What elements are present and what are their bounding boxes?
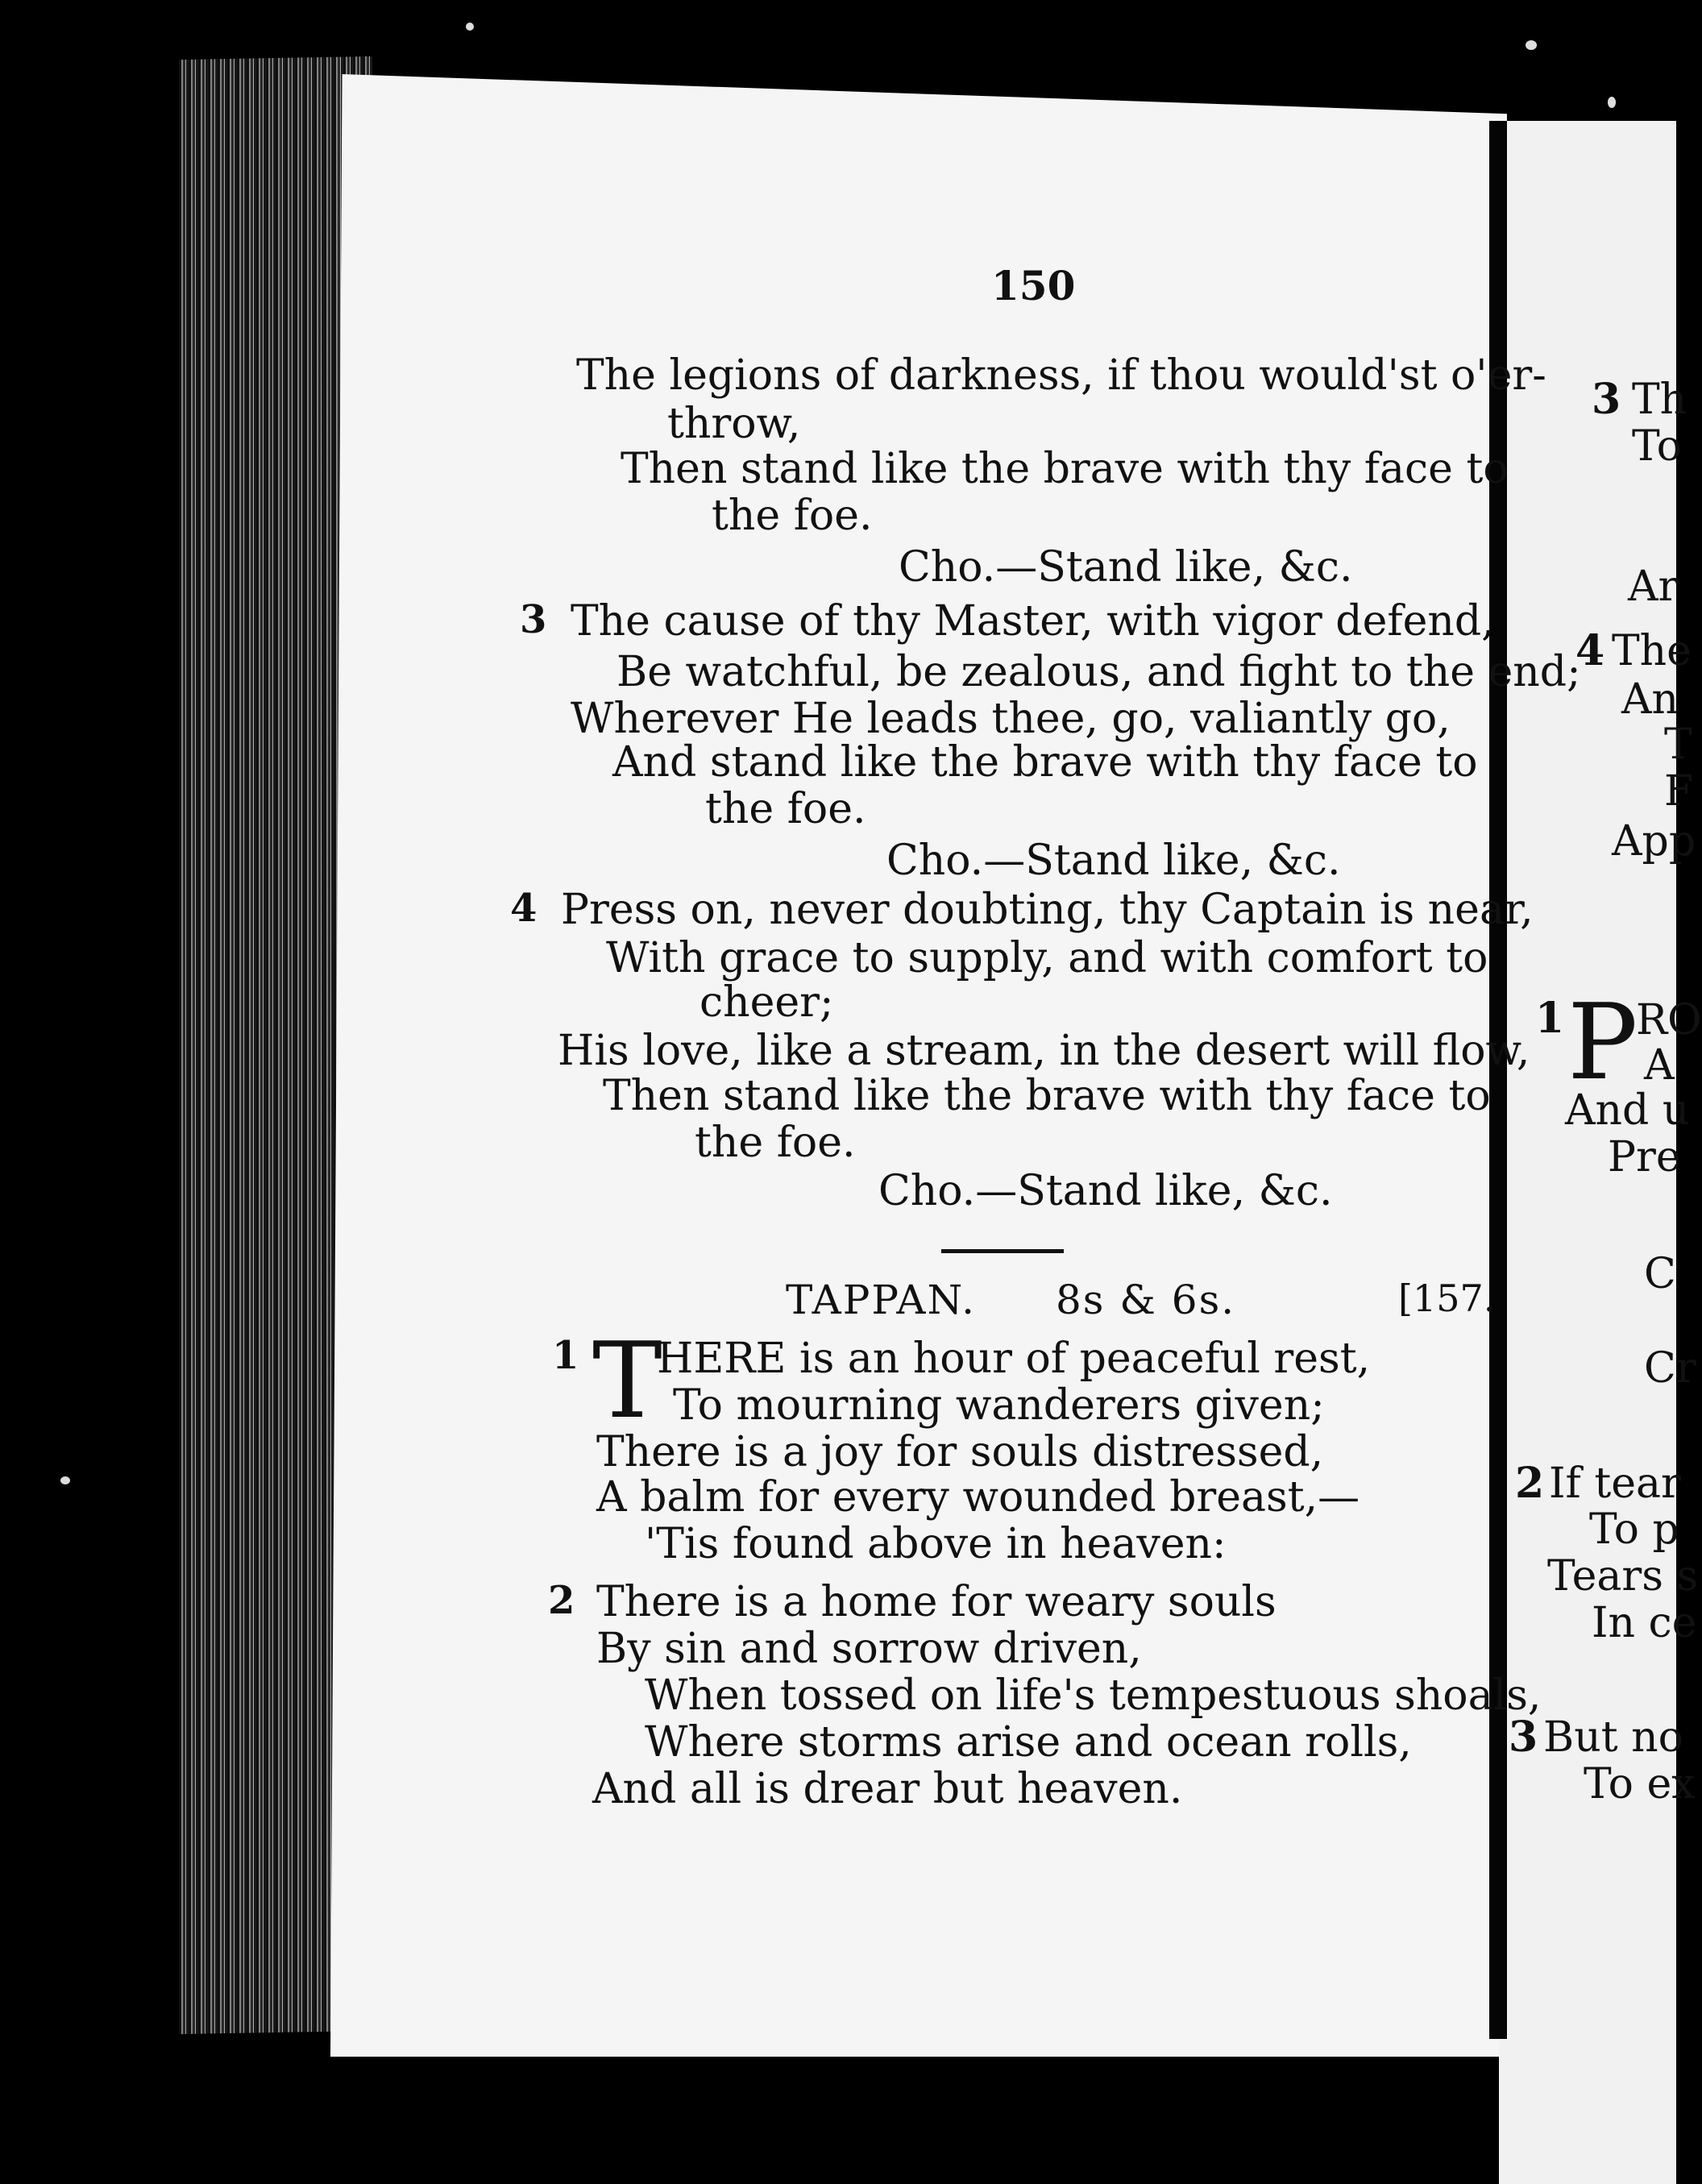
text-line: throw, (667, 400, 801, 448)
text-fragment: RO (1636, 996, 1702, 1044)
text-line: There is a joy for souls distressed, (596, 1428, 1324, 1476)
text-line: Press on, never doubting, thy Captain is near, (561, 886, 1534, 934)
chorus-line: Cho.—Stand like, &c. (878, 1167, 1333, 1215)
verse-number: 2 (548, 1578, 575, 1623)
chorus-line: Cho.—Stand like, &c. (899, 543, 1353, 592)
text-fragment: If tear (1549, 1459, 1681, 1508)
text-line: To mourning wanderers given; (673, 1381, 1325, 1430)
text-line: By sin and sorrow driven, (596, 1625, 1142, 1673)
text-line: Where storms arise and ocean rolls, (645, 1718, 1412, 1767)
text-line: And stand like the brave with thy face to (612, 738, 1478, 787)
hymn-meter: 8s & 6s. (1056, 1277, 1236, 1323)
text-line: When tossed on life's tempestuous shoals, (645, 1671, 1542, 1720)
page-number: 150 (991, 262, 1076, 309)
text-fragment: A (1644, 1041, 1675, 1090)
text-fragment: The (1612, 627, 1692, 675)
chorus-line: Cho.—Stand like, &c. (886, 837, 1341, 885)
verse-number: 3 (520, 597, 547, 642)
text-line: A balm for every wounded breast,— (596, 1473, 1360, 1522)
hymn-reference: [157. (1398, 1277, 1496, 1320)
text-line: The legions of darkness, if thou would'st o'er- (576, 351, 1546, 400)
text-fragment: Cr (1644, 1344, 1696, 1393)
drop-cap: P (1567, 981, 1638, 1103)
text-line: There is a home for weary souls (596, 1578, 1276, 1626)
drop-cap: T (592, 1319, 662, 1442)
dust-speck (466, 23, 474, 31)
verse-number: 4 (510, 886, 538, 931)
text-fragment: To ex (1584, 1760, 1696, 1808)
text-line: the foe. (705, 785, 866, 833)
text-fragment: But no (1543, 1713, 1683, 1762)
section-divider (941, 1249, 1064, 1253)
verse-number: 1 (552, 1333, 579, 1378)
text-fragment: C (1644, 1250, 1676, 1298)
text-fragment: An (1621, 675, 1679, 724)
verse-number: 2 (1515, 1459, 1545, 1508)
text-line: the foe. (695, 1119, 856, 1167)
text-line: the foe. (712, 492, 873, 540)
hymn-title: TAPPAN. (786, 1277, 976, 1323)
text-fragment: Ar (1628, 563, 1679, 611)
text-line: 'Tis found above in heaven: (645, 1520, 1227, 1568)
text-fragment: In ce (1592, 1599, 1697, 1647)
text-line: Then stand like the brave with thy face to (603, 1072, 1491, 1120)
text-fragment: App (1612, 817, 1696, 866)
text-line: Then stand like the brave with thy face to (621, 445, 1509, 493)
dust-speck (1526, 40, 1537, 50)
text-line: With grace to supply, and with comfort to (606, 934, 1488, 982)
verse-number: 3 (1592, 375, 1621, 424)
text-line: His love, like a stream, in the desert will flow, (558, 1027, 1530, 1075)
verse-number: 1 (1535, 994, 1565, 1043)
text-fragment: T (1664, 720, 1692, 769)
text-fragment: Pre (1608, 1133, 1681, 1181)
text-line: cheer; (699, 978, 834, 1027)
text-fragment: F (1664, 767, 1694, 816)
text-line: Wherever He leads thee, go, valiantly go, (571, 695, 1451, 743)
text-fragment: To p (1589, 1505, 1679, 1554)
text-line: And all is drear but heaven. (592, 1765, 1183, 1813)
text-fragment: And u (1565, 1086, 1690, 1135)
text-line: Be watchful, be zealous, and fight to the end; (616, 648, 1581, 696)
text-line: HERE is an hour of peaceful rest, (657, 1335, 1371, 1383)
verse-number: 4 (1575, 626, 1605, 675)
verse-number: 3 (1509, 1713, 1538, 1762)
text-fragment: To (1632, 422, 1682, 471)
text-fragment: Th (1632, 376, 1687, 424)
dust-speck (1608, 97, 1616, 108)
text-line: The cause of thy Master, with vigor defend, (571, 597, 1495, 646)
text-fragment: Tears s (1547, 1552, 1699, 1601)
book-gutter (1489, 121, 1507, 2039)
dust-speck (60, 1476, 70, 1484)
